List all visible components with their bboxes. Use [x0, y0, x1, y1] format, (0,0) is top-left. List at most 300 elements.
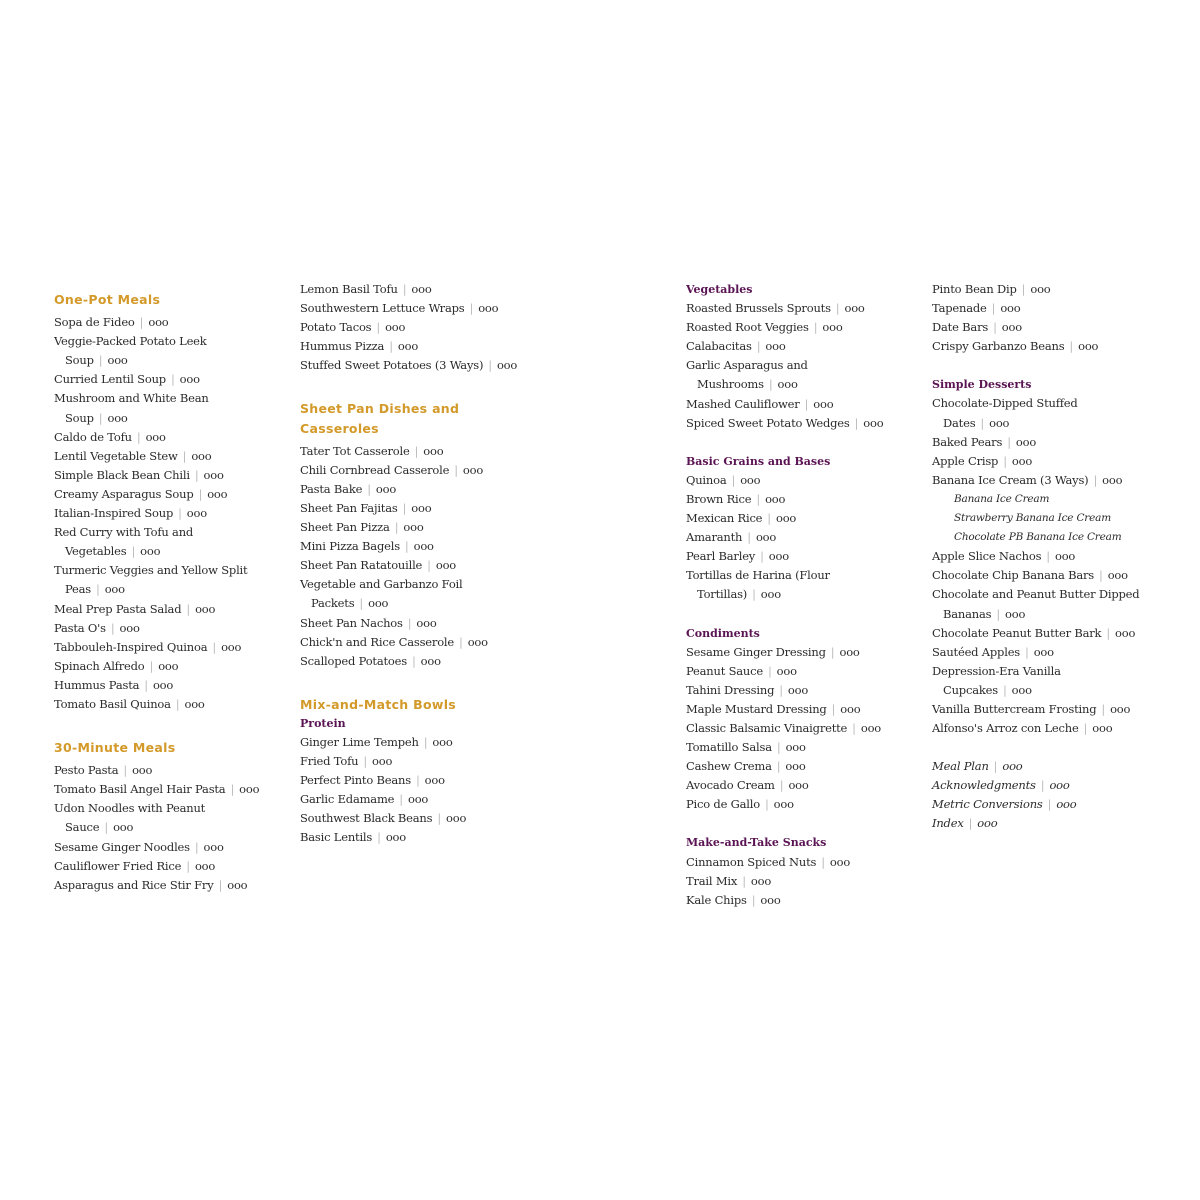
toc-entry — [686, 471, 916, 490]
toc-entry — [300, 809, 530, 828]
separator: | — [98, 410, 103, 425]
toc-entry — [686, 528, 916, 547]
toc-entry — [686, 681, 916, 700]
entry-title: Quinoa — [686, 472, 727, 487]
separator: | — [414, 443, 419, 458]
toc-entry-line — [686, 872, 916, 891]
toc-entry-line — [932, 795, 1172, 814]
separator: | — [804, 396, 809, 411]
separator: | — [993, 759, 998, 774]
toc-entry-line — [932, 605, 1172, 624]
separator: | — [407, 615, 412, 630]
entry-title: Crispy Garbanzo Beans — [932, 339, 1065, 354]
toc-entry-line — [54, 761, 284, 780]
page-number: ooo — [203, 467, 224, 482]
toc-entry-line — [686, 795, 916, 814]
entry-title: Calabacitas — [686, 339, 752, 354]
toc-entry — [54, 619, 284, 638]
toc-entry-line — [932, 814, 1172, 833]
toc-entry — [932, 662, 1172, 700]
separator: | — [454, 462, 458, 477]
separator: | — [363, 754, 368, 769]
toc-entry — [54, 761, 284, 780]
entry-title: Caldo de Tofu — [54, 429, 132, 444]
toc-entry-line — [686, 738, 916, 757]
page-number: ooo — [432, 734, 453, 749]
toc-entry — [300, 299, 530, 318]
separator: | — [1021, 282, 1026, 296]
toc-entry-line — [686, 414, 916, 433]
separator: | — [182, 448, 187, 463]
toc-entry — [686, 490, 916, 509]
separator: | — [776, 759, 781, 774]
entry-title: Peas — [65, 582, 91, 597]
separator: | — [991, 301, 996, 316]
toc-entry-line — [686, 299, 916, 318]
toc-entry-line — [932, 643, 1172, 662]
separator: | — [756, 339, 761, 354]
page-number: ooo — [239, 782, 260, 797]
page-number: ooo — [416, 615, 437, 630]
toc-entry — [686, 700, 916, 719]
page-number: ooo — [1102, 472, 1123, 487]
separator: | — [1046, 549, 1050, 564]
toc-entry — [300, 461, 530, 480]
page-number: ooo — [740, 472, 761, 487]
entry-title: Index — [932, 816, 964, 831]
toc-entry — [300, 790, 530, 809]
toc-entry-line — [932, 547, 1172, 566]
entry-title: Mini Pizza Bagels — [300, 539, 400, 554]
separator: | — [835, 301, 840, 316]
page-number: ooo — [1033, 644, 1054, 659]
page-number: ooo — [372, 754, 393, 769]
toc-entry-line — [54, 351, 284, 370]
toc-entry-line — [300, 299, 530, 318]
separator: | — [768, 377, 773, 392]
separator: | — [198, 486, 203, 501]
entry-title: Alfonso's Arroz con Leche — [932, 721, 1079, 736]
toc-entry-line — [932, 585, 1172, 604]
toc-entry — [54, 485, 284, 504]
toc-entry-line — [300, 518, 530, 537]
toc-column-1 — [54, 290, 284, 895]
entry-title: Basic Lentils — [300, 830, 373, 845]
page-number: ooo — [221, 639, 242, 654]
separator: | — [1099, 568, 1103, 583]
page-number: ooo — [1001, 320, 1022, 335]
page-number: ooo — [132, 763, 153, 778]
toc-entry — [932, 814, 1172, 833]
page-number: ooo — [140, 544, 161, 559]
toc-entry — [54, 561, 284, 599]
toc-entry-line — [54, 447, 284, 466]
toc-entry — [300, 556, 530, 575]
toc-entry-line — [932, 433, 1172, 452]
page-number: ooo — [467, 634, 488, 649]
separator: | — [459, 634, 463, 649]
entry-title: Chocolate and Peanut Butter Dipped — [932, 587, 1140, 602]
page-number: ooo — [424, 773, 445, 788]
toc-entry — [300, 518, 530, 537]
toc-entry — [54, 838, 284, 857]
toc-entry-line — [932, 700, 1172, 719]
page-number: ooo — [765, 339, 786, 354]
separator: | — [1093, 472, 1098, 487]
page-number: ooo — [411, 500, 432, 515]
toc-entry-line — [686, 681, 916, 700]
toc-entry — [932, 757, 1172, 776]
separator: | — [752, 587, 756, 602]
toc-entry — [54, 313, 284, 332]
separator: | — [747, 530, 751, 545]
entry-title: Chocolate Chip Banana Bars — [932, 568, 1095, 583]
toc-entry — [54, 638, 284, 657]
separator: | — [996, 606, 1001, 621]
entry-title: Tomato Basil Angel Hair Pasta — [54, 782, 226, 797]
page-number: ooo — [776, 663, 797, 678]
toc-entry — [54, 466, 284, 485]
entry-title: Asparagus and Rice Stir Fry — [54, 877, 214, 892]
separator: | — [376, 320, 381, 335]
toc-entry-line — [686, 662, 916, 681]
separator: | — [194, 839, 199, 854]
separator: | — [399, 792, 403, 807]
entry-title: Pico de Gallo — [686, 797, 760, 812]
page-number: ooo — [1030, 282, 1051, 296]
toc-entry — [54, 523, 284, 561]
entry-title: Udon Noodles with Peanut — [54, 801, 206, 816]
page-number: ooo — [397, 339, 419, 354]
toc-entry-line — [686, 891, 916, 910]
toc-entry — [54, 876, 284, 895]
toc-entry — [300, 337, 530, 356]
separator: | — [389, 339, 393, 354]
entry-title: Packets — [311, 596, 355, 611]
separator: | — [1069, 339, 1074, 354]
toc-entry-line — [686, 395, 916, 414]
page-number: ooo — [765, 491, 786, 506]
separator: | — [813, 320, 818, 335]
separator: | — [852, 720, 856, 735]
page-number: ooo — [822, 320, 843, 335]
separator: | — [469, 301, 474, 316]
toc-entry-line — [300, 633, 530, 652]
page-number: ooo — [785, 759, 806, 774]
section-spacer — [932, 738, 1172, 757]
toc-entry-line — [932, 776, 1172, 795]
separator: | — [411, 653, 416, 668]
toc-entry — [932, 337, 1172, 356]
page-number: ooo — [760, 587, 781, 602]
section-spacer — [932, 356, 1172, 375]
separator: | — [1106, 625, 1111, 640]
toc-entry-line — [932, 566, 1172, 585]
page-number: ooo — [186, 506, 207, 521]
entry-title: Spinach Alfredo — [54, 658, 145, 673]
toc-entry-line — [300, 575, 530, 594]
toc-entry — [686, 643, 916, 662]
page-number: ooo — [788, 778, 809, 793]
separator: | — [1003, 453, 1007, 468]
toc-entry — [932, 452, 1172, 471]
subsection-heading: Simple Desserts — [932, 378, 1032, 392]
page-number: ooo — [179, 372, 200, 387]
toc-entry-line — [54, 523, 284, 542]
entry-title: Apple Crisp — [932, 453, 999, 468]
entry-title: Roasted Root Veggies — [686, 320, 809, 335]
toc-entry — [54, 600, 284, 619]
separator: | — [144, 677, 148, 692]
toc-entry-line — [300, 809, 530, 828]
separator: | — [178, 506, 182, 521]
page-number: ooo — [194, 858, 216, 873]
entry-title: Tomato Basil Quinoa — [54, 696, 171, 711]
entry-title: Avocado Cream — [686, 778, 775, 793]
page-number: ooo — [1056, 797, 1077, 812]
page-number: ooo — [207, 486, 228, 501]
toc-entry — [300, 752, 530, 771]
entry-title: Classic Balsamic Vinaigrette — [686, 720, 848, 735]
entry-title: Chocolate-Dipped Stuffed — [932, 396, 1078, 411]
page-number: ooo — [148, 315, 169, 330]
entry-title: Bananas — [943, 606, 992, 621]
page-number: ooo — [104, 582, 125, 597]
page-number: ooo — [989, 415, 1010, 430]
toc-entry — [300, 828, 530, 847]
separator: | — [756, 491, 761, 506]
section-heading: 30-Minute Meals — [54, 740, 176, 756]
entry-title: Curried Lentil Soup — [54, 372, 166, 387]
separator: | — [821, 854, 825, 869]
toc-entry-line — [54, 332, 284, 351]
separator: | — [1002, 682, 1007, 697]
toc-entry-line — [54, 638, 284, 657]
toc-entry-line — [686, 700, 916, 719]
toc-entry — [932, 776, 1172, 795]
entry-title: Garlic Asparagus and — [686, 358, 808, 373]
separator: | — [767, 663, 772, 678]
toc-entry-line — [54, 857, 284, 876]
entry-title: Dates — [943, 415, 976, 430]
toc-entry — [54, 657, 284, 676]
page-number: ooo — [755, 530, 777, 545]
toc-entry — [300, 771, 530, 790]
toc-entry-line — [686, 375, 916, 394]
separator: | — [96, 582, 100, 597]
entry-title: Vegetables — [65, 544, 127, 559]
separator: | — [98, 353, 103, 368]
entry-title: Sheet Pan Ratatouille — [300, 558, 423, 573]
entry-title: Chick'n and Rice Casserole — [300, 634, 455, 649]
toc-entry — [54, 676, 284, 695]
page-number: ooo — [152, 677, 174, 692]
page-number: ooo — [107, 353, 128, 368]
separator: | — [830, 644, 835, 659]
toc-entry-line — [54, 799, 284, 818]
section-spacer — [686, 814, 916, 833]
toc-entry-line — [686, 585, 916, 604]
page-number: ooo — [462, 462, 484, 477]
toc-entry-line — [54, 780, 284, 799]
separator: | — [779, 778, 784, 793]
separator: | — [423, 734, 428, 749]
entry-title: Chocolate Peanut Butter Bark — [932, 625, 1102, 640]
page-number: ooo — [844, 301, 865, 316]
entry-title: Pesto Pasta — [54, 763, 119, 778]
page-number: ooo — [829, 854, 851, 869]
toc-entry-line — [686, 547, 916, 566]
toc-entry — [932, 280, 1172, 299]
page-number: ooo — [435, 558, 457, 573]
subsection-heading: Condiments — [686, 626, 760, 640]
toc-entry — [300, 356, 530, 375]
page-number: ooo — [839, 644, 860, 659]
separator: | — [854, 415, 859, 430]
page-number: ooo — [768, 549, 789, 564]
entry-title: Ginger Lime Tempeh — [300, 734, 419, 749]
toc-entry-line — [300, 537, 530, 556]
separator: | — [767, 511, 771, 526]
entry-title: Tahini Dressing — [686, 682, 775, 697]
toc-entry — [300, 280, 530, 299]
toc-entry — [300, 575, 530, 613]
page-number: ooo — [1011, 682, 1032, 697]
page-number: ooo — [860, 720, 882, 735]
page-number: ooo — [368, 596, 389, 611]
toc-entry-line — [54, 838, 284, 857]
toc-entry — [932, 471, 1172, 490]
page-number: ooo — [1005, 606, 1026, 621]
toc-entry-line — [686, 356, 916, 375]
toc-entry — [686, 299, 916, 318]
separator: | — [394, 520, 399, 535]
separator: | — [742, 873, 746, 888]
page-number: ooo — [411, 282, 432, 296]
subsection-heading: Vegetables — [686, 283, 753, 296]
toc-entry — [932, 394, 1172, 432]
toc-entry-line — [300, 280, 530, 299]
separator: | — [402, 500, 407, 515]
toc-entry-line — [686, 566, 916, 585]
toc-entry-line — [932, 757, 1172, 776]
toc-entry — [686, 757, 916, 776]
separator: | — [149, 658, 154, 673]
toc-entry — [686, 853, 916, 872]
toc-entry-line — [300, 790, 530, 809]
separator: | — [367, 481, 371, 496]
toc-entry — [54, 447, 284, 466]
separator: | — [186, 858, 190, 873]
subsection-heading: Make-and-Take Snacks — [686, 836, 827, 850]
toc-entry — [686, 414, 916, 433]
toc-entry — [686, 662, 916, 681]
entry-title: Depression-Era Vanilla — [932, 663, 1061, 678]
page-number: ooo — [1107, 568, 1128, 583]
entry-title: Tabbouleh-Inspired Quinoa — [54, 639, 208, 654]
entry-title: Stuffed Sweet Potatoes (3 Ways) — [300, 358, 484, 373]
entry-title: Mushroom and White Bean — [54, 391, 209, 406]
toc-entry-line — [300, 556, 530, 575]
toc-entry — [686, 795, 916, 814]
page-number: ooo — [1011, 453, 1033, 468]
toc-entry — [300, 733, 530, 752]
entry-title: Italian-Inspired Soup — [54, 506, 174, 521]
toc-entry-line — [54, 695, 284, 714]
page-number: ooo — [403, 520, 424, 535]
toc-entry-line — [932, 681, 1172, 700]
separator: | — [415, 773, 420, 788]
toc-entry-line — [932, 662, 1172, 681]
page-number: ooo — [423, 443, 444, 458]
entry-title: Metric Conversions — [932, 797, 1043, 812]
toc-entry-line — [932, 414, 1172, 433]
page-number: ooo — [785, 740, 806, 755]
toc-entry-line — [300, 337, 530, 356]
separator: | — [779, 682, 783, 697]
toc-entry — [932, 585, 1172, 623]
toc-entry — [54, 370, 284, 389]
page-number: ooo — [760, 892, 781, 907]
toc-entry — [54, 780, 284, 799]
toc-entry-line — [54, 485, 284, 504]
toc-entry-line — [686, 337, 916, 356]
separator: | — [131, 544, 136, 559]
entry-title: Mexican Rice — [686, 511, 763, 526]
entry-title: Cinnamon Spiced Nuts — [686, 854, 817, 869]
toc-entry-line — [300, 733, 530, 752]
subsection-heading: Basic Grains and Bases — [686, 454, 831, 468]
entry-title: Vanilla Buttercream Frosting — [932, 701, 1097, 716]
separator: | — [194, 467, 199, 482]
page-number: ooo — [1054, 549, 1076, 564]
toc-entry-line — [300, 771, 530, 790]
toc-entry — [54, 389, 284, 427]
separator: | — [110, 620, 115, 635]
toc-entry-line — [686, 643, 916, 662]
toc-entry — [300, 633, 530, 652]
entry-title: Date Bars — [932, 320, 989, 335]
separator: | — [437, 811, 442, 826]
toc-entry — [932, 795, 1172, 814]
entry-title: Scalloped Potatoes — [300, 653, 407, 668]
page-number: ooo — [446, 811, 467, 826]
toc-entry-line — [300, 499, 530, 518]
entry-title: Maple Mustard Dressing — [686, 701, 827, 716]
toc-entry — [54, 799, 284, 837]
entry-title: Sheet Pan Nachos — [300, 615, 403, 630]
toc-entry-line — [54, 428, 284, 447]
page-number: ooo — [158, 658, 179, 673]
separator: | — [760, 549, 764, 564]
toc-entry — [686, 872, 916, 891]
separator: | — [1101, 701, 1106, 716]
separator: | — [776, 740, 781, 755]
entry-title: Sheet Pan Fajitas — [300, 500, 398, 515]
subsection-heading: Protein — [300, 716, 346, 730]
toc-subentry: Strawberry Banana Ice Cream — [954, 512, 1111, 525]
page-number: ooo — [203, 839, 224, 854]
page-number: ooo — [1049, 778, 1070, 793]
toc-entry-line — [686, 776, 916, 795]
entry-title: Hummus Pasta — [54, 677, 140, 692]
separator: | — [980, 415, 985, 430]
toc-entry-line — [54, 818, 284, 837]
entry-title: Meal Prep Pasta Salad — [54, 601, 182, 616]
page-number: ooo — [119, 620, 140, 635]
entry-title: Spiced Sweet Potato Wedges — [686, 415, 850, 430]
entry-title: Lentil Vegetable Stew — [54, 448, 178, 463]
